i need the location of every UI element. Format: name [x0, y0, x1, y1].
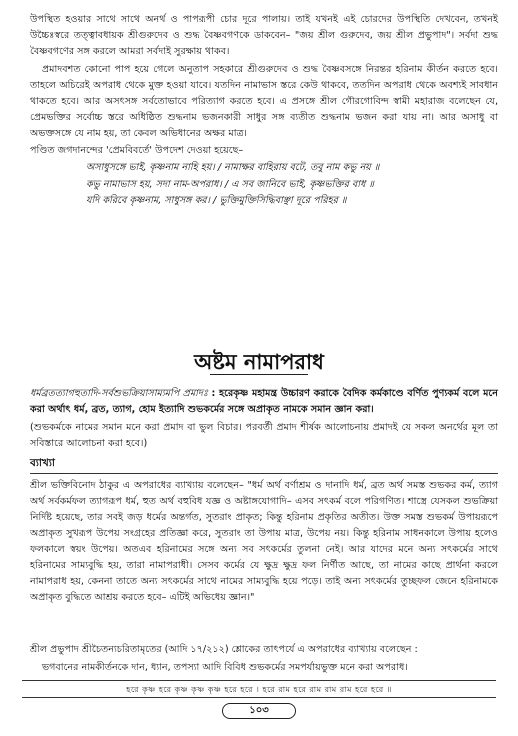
paragraph-quote: ভগবানের নামকীর্তনকে দান, ধ্যান, তপস্যা আদি বিবিধ শুভকর্মের সমপর্যায়ভুক্ত মনে করা অপরাধ। [42, 662, 408, 673]
footer-rule-bottom [22, 697, 496, 698]
footer-rule-top [22, 680, 496, 681]
paragraph-bhaktivinoda: শ্রীল ভক্তিবিনোদ ঠাকুর এ অপরাধের ব্যাখ্যায় বলেছেন– "ধর্ম অর্থ বর্ণাশ্রম ও দানাদি ধর্ম, ব্রত অর্থ সমস্ত শুভকর কর্ম, ত্যাগ অর্থ সর্বকর্মফল ত্যাগরূপ ধর্ম, হুত অর্থ বহুবিধ যজ্ঞ ও অষ্টাঙ্গযোগাদি– এসব সৎকর্ম বলে পরিগণিত। শাস্ত্রে যেসকল শুভক্রিয়া নির্দিষ্ট হয়েছে, তার সবই জড় ধর্মের অন্তর্গত, সুতরাং প্রাকৃত; কিন্তু হরিনাম প্রকৃতির অতীত। উক্ত সমস্ত শুভকর্ম উপায়রূপে অপ্রাকৃত সুখরূপ উপেয় সংগ্রহের প্রতিজ্ঞা করে, সুতরাং তা উপায় মাত্র, উপেয় নয়। কিন্তু হরিনাম সাধনকালে উপায় হলেও ফলকালে স্বয়ং উপেয়। অতএব হরিনামের সঙ্গে অন্য সব সৎকর্মের তুলনা নেই। আর যাদের মনে অন্য সৎকর্মের সাথে হরিনামের সাম্যবুদ্ধি হয়, তারা নামাপরাধী। সেসব কর্মের যে ক্ষুদ্র ক্ষুদ্র ফল নির্ণীত আছে, তা নামের কাছে প্রার্থনা করলে নামাপরাধ হয়, কেননা তাতে অন্য সৎকর্মের সাথে নামের সাম্যবুদ্ধি হয়ে পড়ে। তাই অন্য সৎকর্মের তুচ্ছফল জেনে হরিনামকে অপ্রাকৃত বুদ্ধিতে আশ্রয় করতে হবে– এটিই অভিধেয় জ্ঞান।" [30, 480, 498, 603]
paragraph-prabhupada: শ্রীল প্রভুপাদ শ্রীচৈতন্যচরিতামৃতের (আদি ১৭/২১২) শ্লোকের তাৎপর্যে এ অপরাধের ব্যাখ্যায় বলেছেন : [30, 644, 418, 655]
paragraph-pramad: প্রমাদবশত কোনো পাপ হয়ে গেলে অনুতাপ সহকারে শ্রীগুরুদেব ও শুদ্ধ বৈষ্ণবসঙ্গে নিরন্তর হরিনাম কীর্তন করতে হবে। তাহলে অচিরেই অপরাধ থেকে মুক্ত হওয়া যাবে। যতদিন নামাভাস স্তরে কেউ থাকবে, ততদিন অপরাধ থেকে অবশ্যই সাবধান থাকতে হবে। আর অসৎসঙ্গ সর্বতোভাবে পরিত্যাগ করতে হবে। এ প্রসঙ্গে শ্রীল গৌরগোবিন্দ স্বামী মহারাজ বলেছেন যে, প্রেমভক্তির সর্বোচ্চ স্তরে অধিষ্ঠিত শুদ্ধনাম ভজনকারী সাধুর সঙ্গ ব্যতীত শুদ্ধনাম ভজন করা যায় না। আর অসাধু বা অভক্তসঙ্গে যে নাম হয়, তা কেবল অভিধানের অক্ষর মাত্র। [30, 64, 498, 139]
sloka-meaning: : হরেকৃষ্ণ মহামন্ত্র উচ্চারণ করাকে বৈদিক কর্মকাণ্ডে বর্ণিত পুণ্যকর্ম বলে মনে করা অর্থাৎ ধর্ম, ব্রত, ত্যাগ, হোম ইত্যাদি শুভকর্মের সঙ্গে অপ্রাকৃত নামকে সমান জ্ঞান করা। [30, 388, 498, 415]
section-divider [30, 473, 498, 474]
chapter-title: অষ্টম নামাপরাধ [194, 349, 324, 374]
section-heading: ব্যাখ্যা [30, 457, 55, 469]
sloka-definition [30, 386, 498, 418]
sloka-sanskrit: ধর্মব্রতত্যাগহুতাদি-সর্বশুভক্রিয়াসাম্যমপি প্রমাদঃ [30, 388, 209, 399]
page-number: ১০৩ [222, 703, 296, 719]
verse-line: অসাধুসঙ্গে ভাই, কৃষ্ণনাম নাহি হয়। / নামাক্ষর বাহিরায় বটে, তবু নাম কভু নয় ॥ [86, 162, 380, 173]
paragraph-continuation: উপস্থিত হওয়ার সাথে সাথে অনর্থ ও পাপরূপী চোর দূরে পালায়। তাই যখনই এই চোরদের উপস্থিতি দেখবেন, তখনই উচ্চৈঃস্বরে তত্ত্বাবধায়ক শ্রীগুরুদেব ও শুদ্ধ বৈষ্ণবগণকে ডাকবেন– "জয় শ্রীল গুরুদেব, জয় শ্রীল প্রভুপাদ"। সর্বদা শুদ্ধ বৈষ্ণবগণের সঙ্গ করলে আমরা সর্বদাই সুরক্ষায় থাকব। [30, 14, 498, 57]
verse-block [86, 160, 486, 210]
sloka-note: (শুভকর্মকে নামের সমান মনে করা প্রমাদ বা ভুল বিচার। পরবর্তী প্রমাদ শীর্ষক আলোচনায় প্রমাদই যে সকল অনর্থের মূল তা সবিস্তারে আলোচনা করা হবে।) [30, 422, 498, 449]
verse-line: যদি করিবে কৃষ্ণনাম, সাধুসঙ্গ কর। / ভুক্তিমুক্তিসিদ্ধিবাঞ্ছা দূরে পরিহর ॥ [86, 195, 347, 206]
paragraph-jagadananda: পণ্ডিত জগদানন্দের 'প্রেমবিবর্তে' উপদেশ দেওয়া হয়েছে– [30, 145, 244, 156]
title-underline [210, 374, 308, 375]
verse-line: কভু নামাভাস হয়, সদা নাম-অপরাধ। / এ সব জানিবে ভাই, কৃষ্ণভক্তির বাধ ॥ [86, 178, 374, 190]
footer-mahamantra: হরে কৃষ্ণ হরে কৃষ্ণ কৃষ্ণ কৃষ্ণ হরে হরে । হরে রাম হরে রাম রাম রাম হরে হরে ॥ [126, 685, 392, 694]
